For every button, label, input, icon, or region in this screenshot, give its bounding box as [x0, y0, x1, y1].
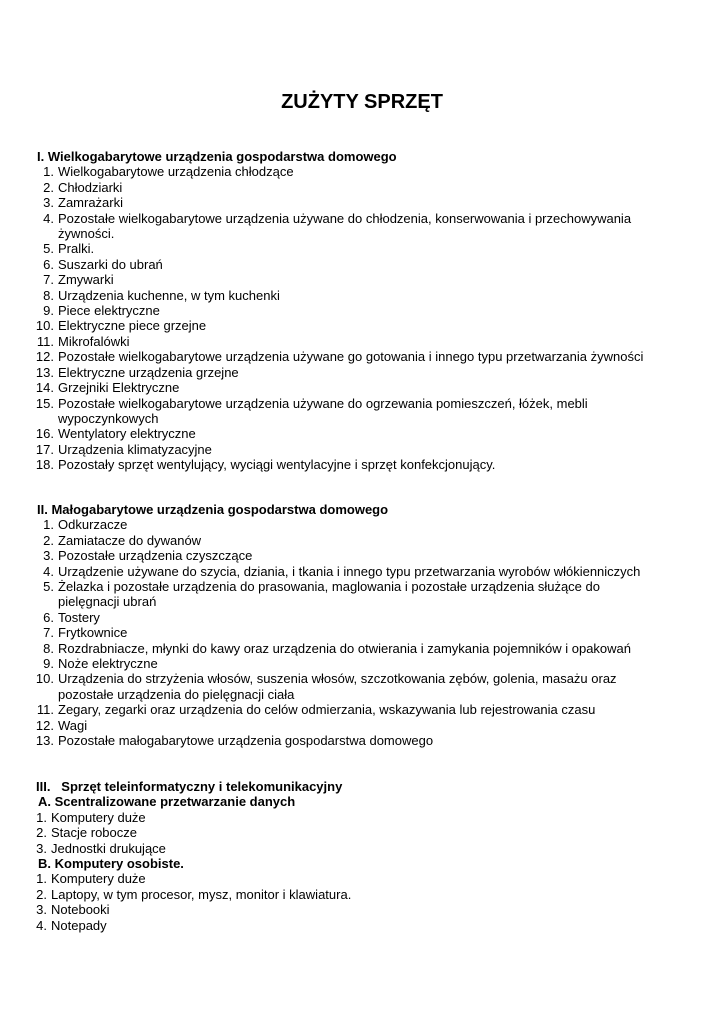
list-item: 15. Pozostałe wielkogabarytowe urządzenia używane do ogrzewania pomieszczeń, łóżek, mebli wypoczynkowych — [35, 395, 588, 426]
section-heading: III. Sprzęt teleinformatyczny i telekomunikacyjny — [36, 779, 343, 794]
list-item: 17. Urządzenia klimatyzacyjne — [35, 441, 212, 457]
list-item: 10. Elektryczne piece grzejne — [35, 318, 207, 334]
list-item: 4. Notepady — [36, 917, 107, 933]
section-small-appliances — [34, 502, 704, 749]
list-item: 1. Komputery duże — [36, 871, 146, 887]
list-item: 11. Zegary, zegarki oraz urządzenia do celów odmierzania, wskazywania lub rejestrowania czasu — [36, 702, 596, 718]
list-item: 5. Żelazka i pozostałe urządzenia do prasowania, maglowania i pozostałe urządzenia służące do pielęgnacji ubrań — [43, 579, 600, 610]
list-item: 2. Laptopy, w tym procesor, mysz, monitor i klawiatura. — [36, 886, 352, 902]
list-item: 12. Wagi — [35, 717, 88, 733]
list-item: 9. Piece elektryczne — [43, 303, 160, 319]
list-item: 7. Zmywarki — [43, 272, 114, 288]
list-item: 9. Noże elektryczne — [43, 656, 158, 672]
list-item: 1. Komputery duże — [36, 809, 146, 825]
page-title: ZUŻYTY SPRZĘT — [281, 91, 443, 113]
list-item: 4. Pozostałe wielkogabarytowe urządzenia używane do chłodzenia, konserwowania i przechowywania żywności. — [43, 210, 632, 242]
list-item: 6. Suszarki do ubrań — [43, 256, 163, 272]
list-item: 1. Odkurzacze — [43, 517, 128, 533]
list-item: 7. Frytkownice — [43, 625, 128, 641]
list-item: 8. Urządzenia kuchenne, w tym kuchenki — [43, 287, 280, 303]
section-large-appliances — [34, 149, 704, 473]
list-item: 18. Pozostały sprzęt wentylujący, wyciągi wentylacyjne i sprzęt konfekcjonujący. — [35, 457, 496, 473]
subsection-heading: A. Scentralizowane przetwarzanie danych — [38, 794, 296, 810]
list-item: 8. Rozdrabniacze, młynki do kawy oraz urządzenia do otwierania i zamykania pojemników i opakowań — [43, 640, 632, 656]
list-item: 2. Zamiatacze do dywanów — [43, 532, 202, 548]
list-item: 5. Pralki. — [43, 241, 95, 257]
section-it-telecom — [34, 779, 704, 933]
item-list — [34, 810, 704, 856]
list-item: 1. Wielkogabarytowe urządzenia chłodzące — [43, 164, 294, 180]
list-item: 16. Wentylatory elektryczne — [35, 426, 196, 442]
list-item: 13. Pozostałe małogabarytowe urządzenia gospodarstwa domowego — [35, 733, 434, 749]
list-item: 11. Mikrofalówki — [36, 333, 130, 349]
list-item: 3. Zamrażarki — [43, 195, 124, 211]
list-item: 10. Urządzenia do strzyżenia włosów, suszenia włosów, szczotkowania zębów, golenia, masażu oraz pozostałe urządzenia do pielęgnacji ciała — [35, 671, 617, 702]
item-list — [34, 164, 704, 472]
list-item: 4. Urządzenie używane do szycia, dziania, i tkania i innego typu przetwarzania wyrobów włókienniczych — [43, 563, 641, 579]
list-item: 14. Grzejniki Elektryczne — [35, 380, 180, 396]
list-item: 3. Notebooki — [36, 902, 110, 918]
list-item: 13. Elektryczne urządzenia grzejne — [35, 364, 239, 380]
item-list — [34, 517, 704, 748]
section-heading: II. Małogabarytowe urządzenia gospodarstwa domowego — [37, 502, 389, 517]
item-list — [34, 871, 704, 933]
list-item: 3. Jednostki drukujące — [36, 840, 166, 856]
list-item: 2. Chłodziarki — [43, 179, 123, 195]
subsection-heading: B. Komputery osobiste. — [38, 856, 184, 872]
list-item: 6. Tostery — [43, 609, 100, 625]
section-heading: I. Wielkogabarytowe urządzenia gospodarstwa domowego — [37, 149, 397, 164]
list-item: 3. Pozostałe urządzenia czyszczące — [43, 548, 253, 564]
list-item: 12. Pozostałe wielkogabarytowe urządzenia używane go gotowania i innego typu przetwarzania żywności — [35, 349, 644, 365]
list-item: 2. Stacje robocze — [36, 825, 137, 841]
